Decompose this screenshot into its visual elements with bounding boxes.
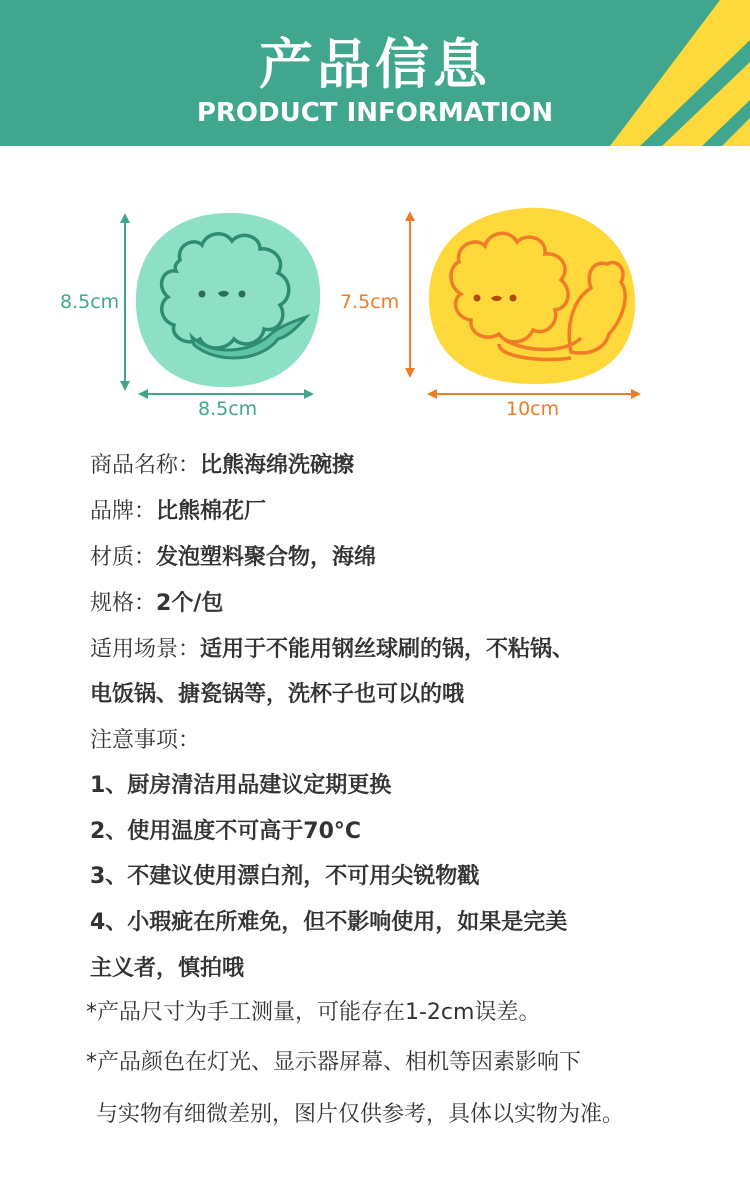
footnote-color: *产品颜色在灯光、显示器屏幕、相机等因素影响下 xyxy=(86,1050,582,1075)
footnote-size: *产品尺寸为手工测量，可能存在1-2cm误差。 xyxy=(86,1000,541,1025)
info-value: 适用于不能用钢丝球刷的锅，不粘锅、 xyxy=(200,637,575,662)
info-key: 商品名称： xyxy=(90,453,201,478)
yellow-sponge-figure xyxy=(395,202,650,407)
page-subtitle: PRODUCT INFORMATION xyxy=(196,98,554,128)
info-row-usage xyxy=(90,635,574,665)
info-row-brand xyxy=(90,497,266,527)
notice-item: 2、使用温度不可高于70°C xyxy=(90,819,362,844)
info-row-usage-cont xyxy=(90,680,464,710)
info-row-spec xyxy=(90,589,223,619)
info-key: 适用场景： xyxy=(90,637,201,662)
info-row-material xyxy=(90,543,376,573)
header-banner xyxy=(0,0,750,146)
page-title: 产品信息 xyxy=(259,33,491,96)
notice-item: 3、不建议使用漂白剂，不可用尖锐物戳 xyxy=(90,864,480,889)
right-height-label: 7.5cm xyxy=(340,291,400,313)
info-value: 比熊棉花厂 xyxy=(156,499,267,524)
info-key: 品牌： xyxy=(90,499,157,524)
info-key: 规格： xyxy=(90,591,157,616)
info-value: 电饭锅、搪瓷锅等，洗杯子也可以的哦 xyxy=(90,682,465,707)
info-row-name xyxy=(90,451,354,481)
footnote-color-cont: 与实物有细微差别，图片仅供参考，具体以实物为准。 xyxy=(96,1102,625,1127)
notice-item: 1、厨房清洁用品建议定期更换 xyxy=(90,773,392,798)
info-value: 2个/包 xyxy=(156,591,224,616)
right-width-label: 10cm xyxy=(506,398,560,420)
mint-sponge-figure xyxy=(110,205,330,405)
notice-item: 主义者，慎拍哦 xyxy=(90,956,245,981)
info-value: 比熊海绵洗碗擦 xyxy=(200,453,355,478)
info-value: 发泡塑料聚合物，海绵 xyxy=(156,545,377,570)
notice-title: 注意事项： xyxy=(90,728,201,753)
info-key: 材质： xyxy=(90,545,157,570)
left-height-label: 8.5cm xyxy=(60,291,120,313)
left-width-label: 8.5cm xyxy=(198,398,258,420)
notice-item: 4、小瑕疵在所难免，但不影响使用，如果是完美 xyxy=(90,910,568,935)
